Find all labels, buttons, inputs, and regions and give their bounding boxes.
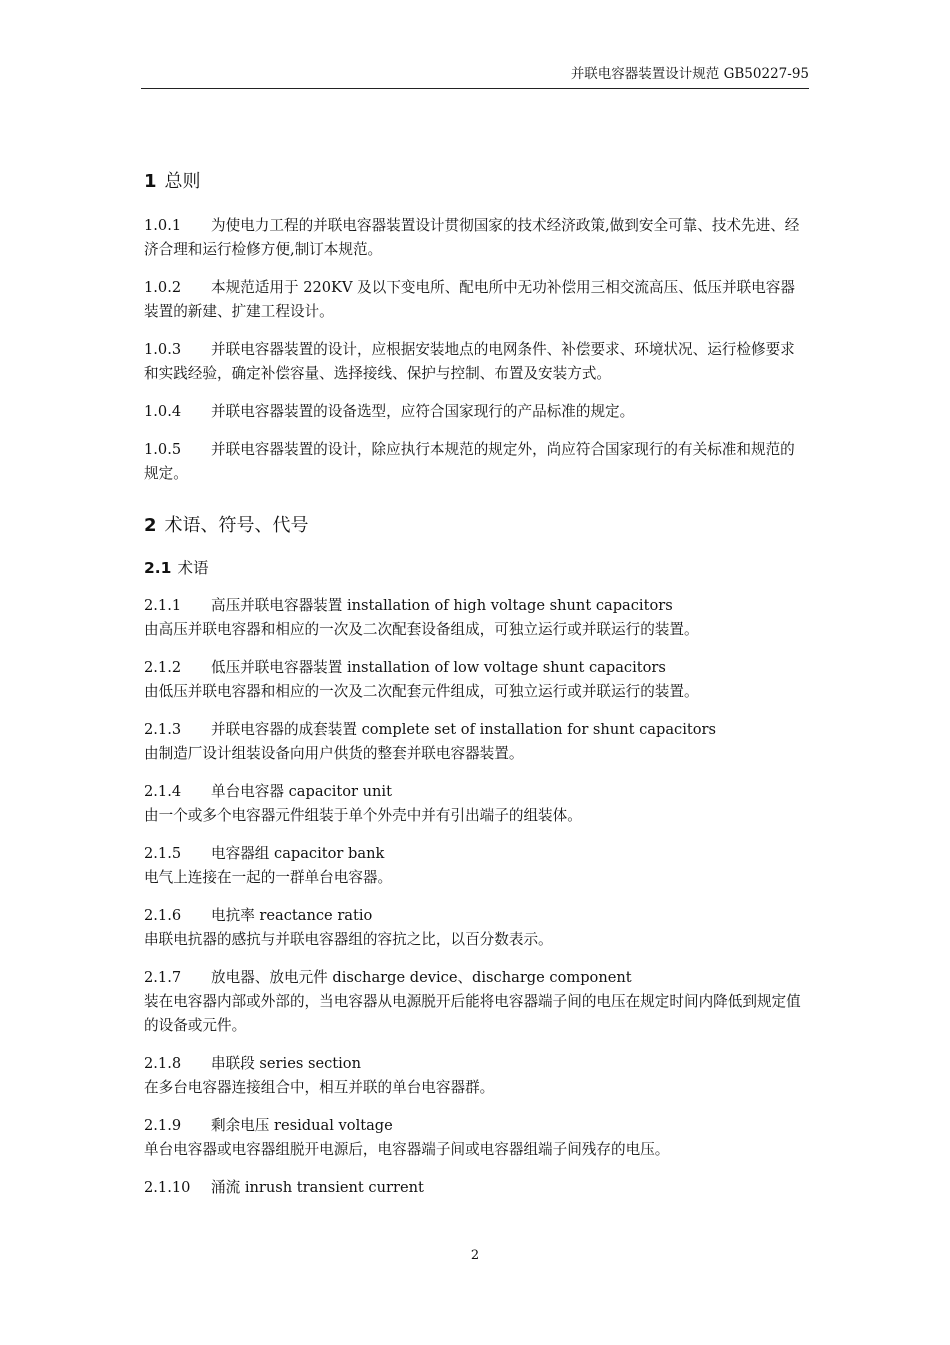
term-2-1-10: 2.1.10 涌流 inrush transient current bbox=[144, 1179, 424, 1196]
clause-1-0-5: 1.0.5 并联电容器装置的设计，除应执行本规范的规定外，尚应符合国家现行的有关标准和规范的规定。 bbox=[144, 441, 795, 482]
term-2-1-5: 2.1.5 电容器组 capacitor bank 电气上连接在一起的一群单台电容器。 bbox=[144, 845, 393, 886]
term-2-1-6: 2.1.6 电抗率 reactance ratio 串联电抗器的感抗与并联电容器组的容抗之比，以百分数表示。 bbox=[144, 907, 553, 948]
term-2-1-7: 2.1.7 放电器、放电元件 discharge device、discharge component 装在电容器内部或外部的，当电容器从电源脱开后能将电容器端子间的电压在规定时间内降低到规定值的设备或元件。 bbox=[144, 969, 801, 1034]
page-content bbox=[144, 168, 809, 1200]
term-2-1-8: 2.1.8 串联段 series section 在多台电容器连接组合中，相互并联的单台电容器群。 bbox=[144, 1055, 495, 1096]
header-title: 并联电容器装置设计规范 GB50227-95 bbox=[570, 66, 809, 82]
clause-1-0-4: 1.0.4 并联电容器装置的设备选型，应符合国家现行的产品标准的规定。 bbox=[144, 403, 635, 420]
term-2-1-2: 2.1.2 低压并联电容器装置 installation of low voltage shunt capacitors 由低压并联电容器和相应的一次及二次配套元件组成，可独立运行或并联运行的装置。 bbox=[144, 659, 699, 700]
term-2-1-1: 2.1.1 高压并联电容器装置 installation of high voltage shunt capacitors 由高压并联电容器和相应的一次及二次配套设备组成，可独立运行或并联运行的装置。 bbox=[144, 597, 699, 638]
clause-1-0-3: 1.0.3 并联电容器装置的设计，应根据安装地点的电网条件、补偿要求、环境状况、运行检修要求和实践经验，确定补偿容量、选择接线、保护与控制、布置及安装方式。 bbox=[144, 341, 795, 382]
term-2-1-3: 2.1.3 并联电容器的成套装置 complete set of installation for shunt capacitors 由制造厂设计组装设备向用户供货的整套并联电容器装置。 bbox=[144, 721, 716, 762]
term-2-1-4: 2.1.4 单台电容器 capacitor unit 由一个或多个电容器元件组装于单个外壳中并有引出端子的组装体。 bbox=[144, 783, 582, 824]
page-number: 2 bbox=[470, 1248, 480, 1263]
subsection-2-1-heading: 2.1 术语 bbox=[144, 559, 209, 577]
running-header bbox=[141, 64, 809, 89]
clause-1-0-1: 1.0.1 为使电力工程的并联电容器装置设计贯彻国家的技术经济政策,做到安全可靠、技术先进、经济合理和运行检修方便,制订本规范。 bbox=[144, 217, 800, 258]
term-2-1-9: 2.1.9 剩余电压 residual voltage 单台电容器或电容器组脱开电源后，电容器端子间或电容器组端子间残存的电压。 bbox=[144, 1117, 670, 1158]
section-2-heading: 2 术语、符号、代号 bbox=[144, 515, 309, 536]
section-1-heading: 1 总则 bbox=[144, 171, 201, 192]
clause-1-0-2: 1.0.2 本规范适用于 220KV 及以下变电所、配电所中无功补偿用三相交流高压、低压并联电容器装置的新建、扩建工程设计。 bbox=[144, 279, 795, 320]
